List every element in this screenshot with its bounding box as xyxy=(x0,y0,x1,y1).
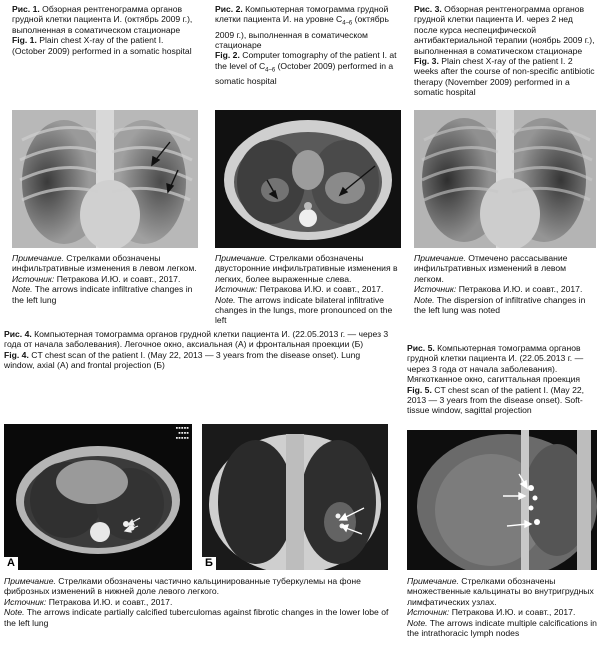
fig3-note-text: Отмечено рассасывание инфильтративных изменений в левом легком. xyxy=(414,253,568,284)
fig3-note xyxy=(414,253,596,315)
fig3-source: Петракова И.Ю. и соавт., 2017. xyxy=(458,284,583,295)
fig2-note-en-label: Note. xyxy=(215,294,236,305)
fig5-ct-sagittal xyxy=(407,430,597,570)
fig2-caption-en-a: Computer tomography of the patient I. at the level of C xyxy=(215,50,397,71)
fig2-source: Петракова И.Ю. и соавт., 2017. xyxy=(259,284,384,295)
fig2-note-en: The arrows indicate bilateral infiltrative changes in the lungs, more pronounced on the left xyxy=(215,294,393,326)
fig1-source: Петракова И.Ю. и соавт., 2017. xyxy=(56,273,181,284)
fig3-source-label: Источник: xyxy=(414,284,457,295)
fig3-note-en: The dispersion of infiltrative changes in the left lung was noted xyxy=(414,294,586,316)
fig2-caption-ru-sub: 4–6 xyxy=(342,21,353,28)
fig5-note-en-label: Note. xyxy=(407,617,428,628)
fig4-label-en: Fig. 4. xyxy=(4,349,29,360)
fig1-note-en-label: Note. xyxy=(12,284,33,295)
fig2-source-label: Источник: xyxy=(215,284,258,295)
fig5-label-en: Fig. 5. xyxy=(407,384,432,395)
fig1-caption-ru: Обзорная рентгенограмма органов грудной клетки пациента И. (октябрь 2009 г.), выполненная в соматическом стационаре xyxy=(12,4,193,35)
fig5-caption-en: CT chest scan of the patient I. (May 22, 2013 — 3 years from the disease onset). Soft-tissue window, sagittal projection xyxy=(407,384,585,416)
fig1-caption-en: Plain chest X-ray of the patient I. (October 2009) performed in a somatic hospital xyxy=(12,35,192,56)
fig4-label: Рис. 4. xyxy=(4,329,32,339)
fig1-caption xyxy=(12,4,197,56)
fig4-note-en: The arrows indicate partially calcified tuberculomas against fibrotic changes in the lower lobe of the left lung xyxy=(4,607,389,628)
fig5-note xyxy=(407,576,599,638)
fig3-caption-en: Plain chest X-ray of the patient I. 2 weeks after the course of non-specific antibiotic therapy (November 2009) performed in a somatic hospital xyxy=(414,56,595,98)
fig4-overlay-info: ▪▪▪▪▪ ▪▪▪▪ ▪▪▪▪▪ xyxy=(175,426,189,441)
fig5-caption xyxy=(407,343,597,416)
fig2-note-text: Стрелками обозначены двусторонние инфильтративные изменения в легких, более выраженные слева. xyxy=(215,253,398,284)
fig4-panel-b-label: Б xyxy=(202,557,216,570)
fig4-source: Петракова И.Ю. и соавт., 2017. xyxy=(48,596,173,607)
fig2-caption-en-b: (October 2009) performed in a somatic hospital xyxy=(215,60,394,86)
fig3-note-label: Примечание. xyxy=(414,253,466,263)
fig5-note-label: Примечание. xyxy=(407,576,459,586)
fig5-source-label: Источник: xyxy=(407,607,450,618)
fig2-label: Рис. 2. xyxy=(215,4,243,14)
fig4-ct-frontal xyxy=(202,424,388,570)
fig3-caption-ru: Обзорная рентгенограмма органов грудной клетки пациента И. через 2 нед после курса неспецифической антибактериальной терапии (ноябрь 2009 г.), выполненная в соматическом стационаре xyxy=(414,4,595,56)
fig2-note-label: Примечание. xyxy=(215,253,267,263)
fig1-chest-xray xyxy=(12,110,198,248)
fig3-label-en: Fig. 3. xyxy=(414,56,439,67)
fig1-label: Рис. 1. xyxy=(12,4,40,14)
fig4-ct-axial xyxy=(4,424,192,570)
fig1-note xyxy=(12,253,197,305)
fig2-caption-ru-a: Компьютерная томограмма грудной клетки пациента И. на уровне C xyxy=(215,4,389,25)
fig2-note xyxy=(215,253,405,326)
fig5-label: Рис. 5. xyxy=(407,343,435,353)
fig2-ct-axial xyxy=(215,110,401,248)
fig5-note-en: The arrows indicate multiple calcifications in the intrathoracic lymph nodes xyxy=(407,617,597,639)
fig3-chest-xray xyxy=(414,110,596,248)
fig1-label-en: Fig. 1. xyxy=(12,35,37,46)
fig4-caption-ru: Компьютерная томограмма органов грудной клетки пациента И. (22.05.2013 г. — через 3 года от начала заболевания). Легочное окно, аксиальная (А) и фронтальная проекции (Б) xyxy=(4,329,389,350)
fig5-note-text: Стрелками обозначены множественные кальцинаты во внутригрудных лимфатических узлах. xyxy=(407,576,594,607)
fig2-caption-en-sub: 4–6 xyxy=(265,67,276,74)
fig1-note-text: Стрелками обозначены инфильтративные изменения в левом легком. xyxy=(12,253,197,274)
fig4-caption xyxy=(4,329,389,371)
fig4-note-en-label: Note. xyxy=(4,607,25,618)
fig4-note-label: Примечание. xyxy=(4,576,56,586)
fig4-source-label: Источник: xyxy=(4,596,47,607)
fig2-label-en: Fig. 2. xyxy=(215,50,240,61)
fig3-caption xyxy=(414,4,596,98)
fig4-note xyxy=(4,576,394,628)
fig3-note-en-label: Note. xyxy=(414,294,435,305)
fig2-caption xyxy=(215,4,405,86)
fig1-note-label: Примечание. xyxy=(12,253,64,263)
fig5-source: Петракова И.Ю. и соавт., 2017. xyxy=(451,607,576,618)
fig2-caption-ru-b: (октябрь 2009 г.), выполненная в соматическом стационаре xyxy=(215,14,389,50)
fig4-note-text: Стрелками обозначены частично кальцинированные туберкулемы на фоне фиброзных изменений в нижней доле левого легкого. xyxy=(4,576,361,597)
fig3-label: Рис. 3. xyxy=(414,4,442,14)
fig4-panel-a-label: А xyxy=(4,557,18,570)
fig1-note-en: The arrows indicate infiltrative changes in the left lung xyxy=(12,284,193,305)
fig1-source-label: Источник: xyxy=(12,273,55,284)
fig4-caption-en: CT chest scan of the patient I. (May 22, 2013 — 3 years from the disease onset). Lung window, axial (A) and frontal projection (Б) xyxy=(4,349,361,371)
fig5-caption-ru: Компьютерная томограмма органов грудной клетки пациента И. (22.05.2013 г. — через 3 года от начала заболевания). Мягкотканное окно, сагиттальная проекция xyxy=(407,343,584,385)
